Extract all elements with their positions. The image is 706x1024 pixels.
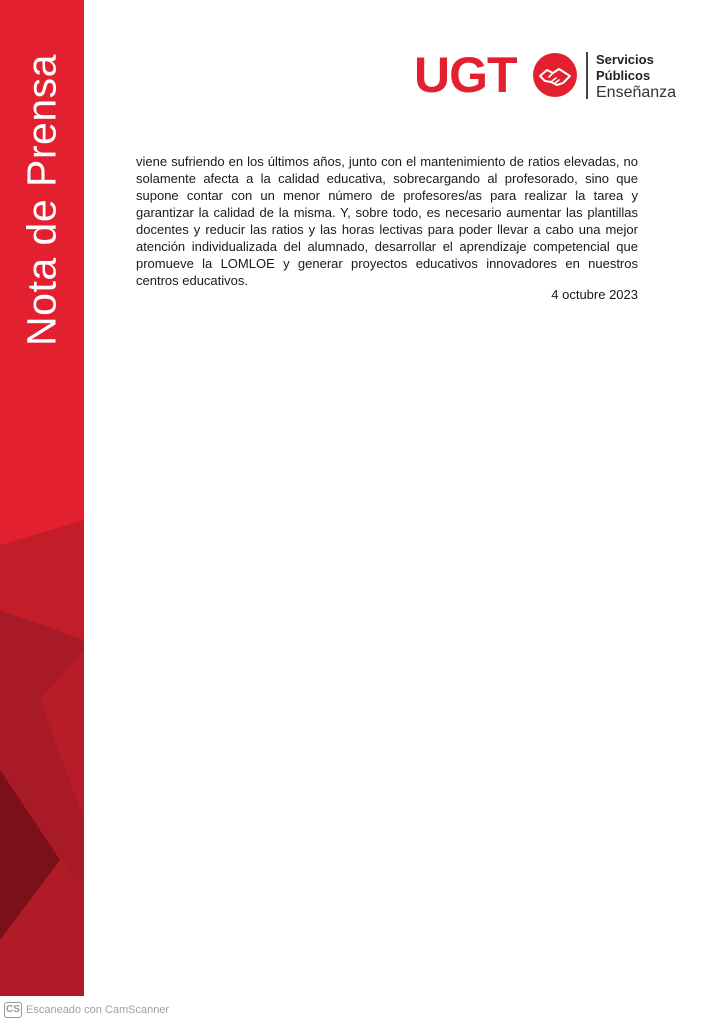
press-date: 4 octubre 2023 bbox=[551, 287, 638, 302]
ugt-logo bbox=[414, 47, 684, 103]
camscanner-icon: CS bbox=[4, 1002, 22, 1018]
logo-line-3: Enseñanza bbox=[596, 84, 677, 101]
sidebar-banner bbox=[0, 0, 84, 996]
body-paragraph: viene sufriendo en los últimos años, junto con el mantenimiento de ratios elevadas, no solamente afecta a la calidad educativa, sobrecargando al profesorado, sino que supone contar con un menor número de profesores/as para realizar la tarea y garantizar la calidad de la misma. Y, sobre todo, es necesario aumentar las plantillas docentes y reducir las ratios y las horas lectivas para poder llevar a cabo una mejor atención individualizada del alumnado, desarrollar el aprendizaje competencial que promueve la LOMLOE y generar proyectos educativos innovadores en nuestros centros educativos. bbox=[136, 154, 638, 288]
sidebar-title: Nota de Prensa bbox=[18, 54, 65, 346]
logo-acronym: UGT bbox=[414, 47, 517, 103]
logo-line-1: Servicios bbox=[596, 52, 654, 67]
logo-divider bbox=[586, 52, 588, 99]
scanner-watermark bbox=[4, 1002, 169, 1018]
logo-subtitle bbox=[596, 52, 676, 102]
logo-line-2: Públicos bbox=[596, 68, 651, 83]
watermark-text: Escaneado con CamScanner bbox=[26, 1004, 170, 1016]
handshake-icon bbox=[532, 52, 578, 98]
